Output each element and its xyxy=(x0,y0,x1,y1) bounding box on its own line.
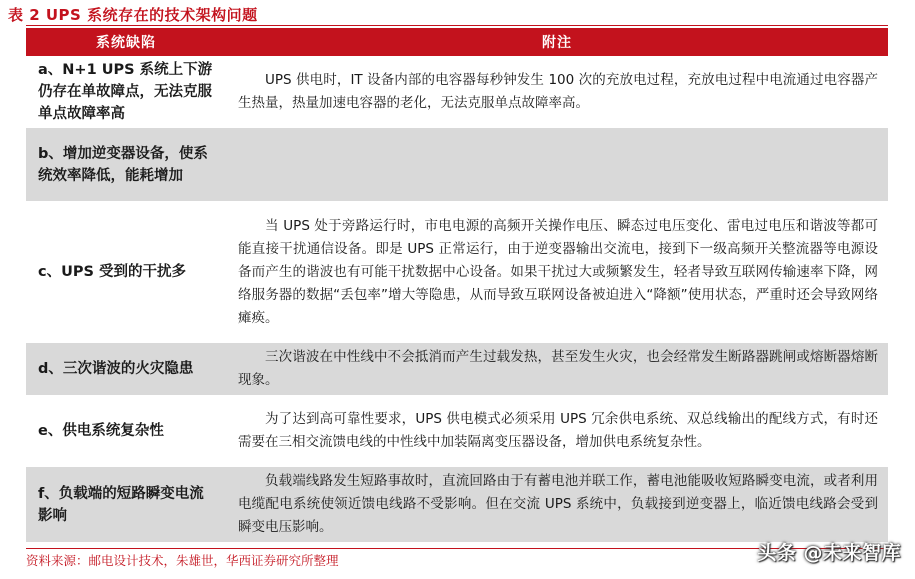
watermark: 头条 @未来智库 xyxy=(757,542,901,564)
note-cell: 负载端线路发生短路事故时，直流回路由于有蓄电池并联工作，蓄电池能吸收短路瞬变电流，或者利用电缆配电系统使领近馈电线路不受影响。但在交流 UPS 系统中，负载接到逆变器上，临近馈电线路会受到瞬变电压影响。 xyxy=(226,467,888,542)
defect-cell: f、负载端的短路瞬变电流影响 xyxy=(26,467,226,542)
note-cell: UPS 供电时，IT 设备内部的电容器每秒钟发生 100 次的充放电过程，充放电过程中电流通过电容器产生热量，热量加速电容器的老化，无法克服单点故障率高。 xyxy=(226,56,888,128)
defect-cell: a、N+1 UPS 系统上下游仍存在单故障点，无法克服单点故障率高 xyxy=(26,56,226,128)
table-row xyxy=(26,56,888,128)
defect-cell: e、供电系统复杂性 xyxy=(26,395,226,467)
top-divider xyxy=(26,25,888,26)
source-note: 资料来源：邮电设计技术，朱雄世，华西证券研究所整理 xyxy=(26,553,339,568)
defect-cell: c、UPS 受到的干扰多 xyxy=(26,201,226,343)
note-cell: 为了达到高可靠性要求，UPS 供电模式必须采用 UPS 冗余供电系统、双总线输出的配线方式，有时还需要在三相交流馈电线的中性线中加装隔离变压器设备，增加供电系统复杂性。 xyxy=(226,395,888,467)
defect-cell: d、三次谐波的火灾隐患 xyxy=(26,343,226,395)
note-cell xyxy=(226,128,888,201)
table-row xyxy=(26,343,888,395)
note-cell: 三次谐波在中性线中不会抵消而产生过载发热，甚至发生火灾，也会经常发生断路器跳闸或熔断器熔断现象。 xyxy=(226,343,888,395)
defect-cell: b、增加逆变器设备，使系统效率降低，能耗增加 xyxy=(26,128,226,201)
table-row xyxy=(26,395,888,467)
table-row xyxy=(26,467,888,542)
note-cell: 当 UPS 处于旁路运行时，市电电源的高频开关操作电压、瞬态过电压变化、雷电过电压和谐波等都可能直接干扰通信设备。即是 UPS 正常运行，由于逆变器输出交流电，接到下一级高频开关整流器等电源设备而产生的谐波也有可能干扰数据中心设备。如果干扰过大或频繁发生，轻者导致互联网传输速率下降，网络服务器的数据“丢包率”增大等隐患，从而导致互联网设备被迫进入“降额”使用状态，严重时还会导致网络瘫痪。 xyxy=(226,201,888,343)
header-note: 附注 xyxy=(226,28,888,56)
table-title: 表 2 UPS 系统存在的技术架构问题 xyxy=(8,6,258,24)
table-header-row xyxy=(26,28,888,56)
header-defect: 系统缺陷 xyxy=(26,28,226,56)
ups-issues-table xyxy=(26,28,888,542)
table-row xyxy=(26,128,888,201)
table-row xyxy=(26,201,888,343)
